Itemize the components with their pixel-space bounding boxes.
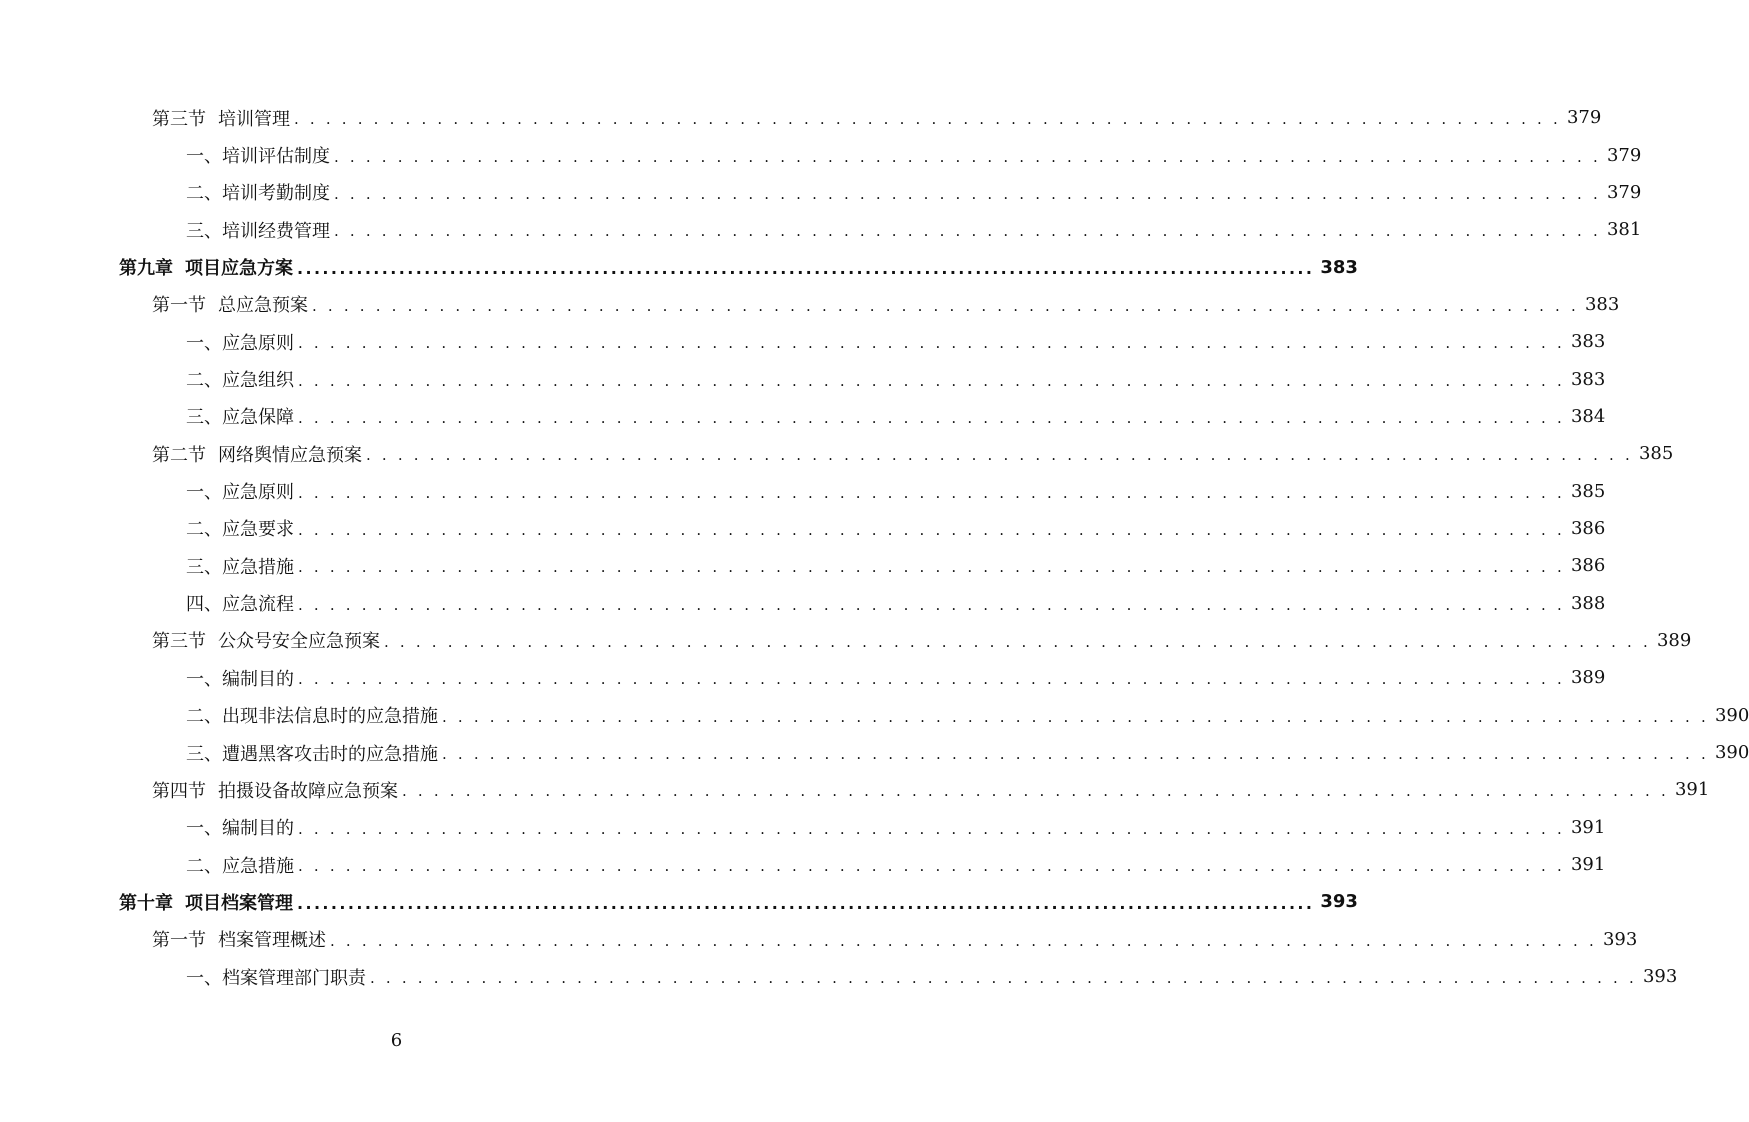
toc-entry-text: 档案管理概述 xyxy=(218,930,326,952)
toc-page-number: 379 xyxy=(1566,107,1602,129)
toc-entry-chapter[interactable] xyxy=(0,248,1358,285)
toc-page-number: 381 xyxy=(1606,219,1642,241)
toc-page-number: 391 xyxy=(1674,779,1710,801)
dot-leader: . . . . . . . . . . . . . . . . . . . . . . . . . . . . . . . . . . . . . . . . . . . . . . . . . . . . . . . . . . . . . . . . . . . . . . . . . . . . . . . . xyxy=(298,483,1565,502)
toc-page-number: 383 xyxy=(1320,256,1358,278)
toc-entry-item[interactable] xyxy=(0,323,1606,360)
toc-entry-item[interactable] xyxy=(0,174,1642,211)
dot-leader: . . . . . . . . . . . . . . . . . . . . . . . . . . . . . . . . . . . . . . . . . . . . . . . . . . . . . . . . . . . . . . . . . . . . . . . . . . . . . . . . xyxy=(298,520,1565,539)
toc-entry-number: 第十章 xyxy=(119,892,173,914)
toc-entry-section[interactable] xyxy=(0,622,1692,659)
toc-entry-number: 第三节 xyxy=(152,631,206,653)
toc-entry-text: 二、应急要求 xyxy=(186,519,294,541)
toc-entry-title xyxy=(152,441,362,467)
dot-leader: . . . . . . . . . . . . . . . . . . . . . . . . . . . . . . . . . . . . . . . . . . . . . . . . . . . . . . . . . . . . . . . . . . . . . . . . . . . . . . . . xyxy=(298,819,1565,838)
dot-leader: . . . . . . . . . . . . . . . . . . . . . . . . . . . . . . . . . . . . . . . . . . . . . . . . . . . . . . . . . . . . . . . . . . . . . . . . . . . . . . . . xyxy=(442,745,1709,764)
toc-entry-title xyxy=(152,777,398,803)
toc-entry-item[interactable] xyxy=(0,360,1606,397)
toc-entry-number: 第四节 xyxy=(152,780,206,802)
toc-entry-title xyxy=(186,515,294,541)
toc-entry-title xyxy=(186,403,294,429)
toc-entry-section[interactable] xyxy=(0,99,1602,136)
toc-entry-text: 一、应急原则 xyxy=(186,482,294,504)
toc-entry-text: 培训管理 xyxy=(218,108,290,130)
dot-leader: . . . . . . . . . . . . . . . . . . . . . . . . . . . . . . . . . . . . . . . . . . . . . . . . . . . . . . . . . . . . . . . . . . . . . . . . . . . . . . . . xyxy=(402,782,1669,801)
dot-leader: . . . . . . . . . . . . . . . . . . . . . . . . . . . . . . . . . . . . . . . . . . . . . . . . . . . . . . . . . . . . . . . . . . . . . . . . . . . . . . . . xyxy=(312,296,1579,315)
toc-page-number: 379 xyxy=(1606,144,1642,166)
toc-entry-text: 三、应急保障 xyxy=(186,407,294,429)
toc-entry-text: 一、编制目的 xyxy=(186,668,294,690)
toc-page-number: 383 xyxy=(1570,368,1606,390)
toc-entry-title xyxy=(186,740,438,766)
dot-leader: . . . . . . . . . . . . . . . . . . . . . . . . . . . . . . . . . . . . . . . . . . . . . . . . . . . . . . . . . . . . . . . . . . . . . . . . . . . . . . . . xyxy=(370,969,1637,988)
toc-entry-text: 三、遭遇黑客攻击时的应急措施 xyxy=(186,743,438,765)
toc-entry-title xyxy=(186,329,294,355)
toc-entry-number: 第九章 xyxy=(119,258,173,280)
toc-entry-item[interactable] xyxy=(0,211,1642,248)
dot-leader: . . . . . . . . . . . . . . . . . . . . . . . . . . . . . . . . . . . . . . . . . . . . . . . . . . . . . . . . . . . . . . . . . . . . . . . . . . . . . . . . xyxy=(298,558,1565,577)
toc-page-number: 393 xyxy=(1320,891,1358,913)
dot-leader: . . . . . . . . . . . . . . . . . . . . . . . . . . . . . . . . . . . . . . . . . . . . . . . . . . . . . . . . . . . . . . . . . . . . . . . . . . . . . . . . xyxy=(298,408,1565,427)
toc-entry-title xyxy=(119,889,293,915)
toc-entry-title xyxy=(186,553,294,579)
toc-page-number: 385 xyxy=(1638,443,1674,465)
toc-entry-title xyxy=(186,702,438,728)
page-number: 6 xyxy=(390,1030,403,1051)
dot-leader: . . . . . . . . . . . . . . . . . . . . . . . . . . . . . . . . . . . . . . . . . . . . . . . . . . . . . . . . . . . . . . . . . . . . . . . . . . . . . . . . xyxy=(384,632,1651,651)
toc-entry-title xyxy=(186,179,330,205)
toc-page-number: 383 xyxy=(1570,331,1606,353)
toc-page-number: 383 xyxy=(1584,293,1620,315)
toc-entry-text: 三、培训经费管理 xyxy=(186,220,330,242)
dot-leader: . . . . . . . . . . . . . . . . . . . . . . . . . . . . . . . . . . . . . . . . . . . . . . . . . . . . . . . . . . . . . . . . . . . . . . . . . . . . . . . . xyxy=(298,595,1565,614)
toc-entry-item[interactable] xyxy=(0,697,1749,734)
toc-entry-item[interactable] xyxy=(0,734,1749,771)
toc-page-number: 385 xyxy=(1570,480,1606,502)
dot-leader: . . . . . . . . . . . . . . . . . . . . . . . . . . . . . . . . . . . . . . . . . . . . . . . . . . . . . . . . . . . . . . . . . . . . . . . . . . . . . . . . xyxy=(366,446,1633,465)
toc-entry-chapter[interactable] xyxy=(0,883,1358,920)
toc-entry-item[interactable] xyxy=(0,136,1642,173)
toc-entry-item[interactable] xyxy=(0,659,1606,696)
toc-entry-item[interactable] xyxy=(0,584,1606,621)
toc-entry-text: 公众号安全应急预案 xyxy=(218,631,380,653)
toc-entry-text: 一、档案管理部门职责 xyxy=(186,967,366,989)
toc-entry-title xyxy=(186,366,294,392)
toc-entry-title xyxy=(152,627,380,653)
toc-page-number: 389 xyxy=(1656,629,1692,651)
toc-entry-item[interactable] xyxy=(0,958,1678,995)
toc-entry-section[interactable] xyxy=(0,435,1674,472)
toc-entry-section[interactable] xyxy=(0,286,1620,323)
toc-entry-number: 第三节 xyxy=(152,108,206,130)
toc-entry-title xyxy=(152,291,308,317)
toc-entry-text: 一、编制目的 xyxy=(186,818,294,840)
dot-leader: . . . . . . . . . . . . . . . . . . . . . . . . . . . . . . . . . . . . . . . . . . . . . . . . . . . . . . . . . . . . . . . . . . . . . . . . . . . . . . . . xyxy=(298,857,1565,876)
toc-entry-text: 项目应急方案 xyxy=(185,258,293,280)
table-of-contents xyxy=(0,99,1749,995)
toc-entry-title xyxy=(186,217,330,243)
toc-entry-title xyxy=(119,254,293,280)
toc-entry-item[interactable] xyxy=(0,510,1606,547)
toc-entry-title xyxy=(186,814,294,840)
dot-leader: ........................................................................................................................ xyxy=(297,259,1315,279)
toc-page-number: 391 xyxy=(1570,854,1606,876)
toc-entry-text: 一、培训评估制度 xyxy=(186,146,330,168)
toc-entry-title xyxy=(152,105,290,131)
toc-entry-title xyxy=(186,852,294,878)
toc-entry-title xyxy=(186,590,294,616)
toc-page-number: 389 xyxy=(1570,667,1606,689)
toc-page-number: 379 xyxy=(1606,181,1642,203)
toc-entry-text: 四、应急流程 xyxy=(186,594,294,616)
toc-entry-number: 第一节 xyxy=(152,930,206,952)
toc-entry-title xyxy=(186,964,366,990)
dot-leader: . . . . . . . . . . . . . . . . . . . . . . . . . . . . . . . . . . . . . . . . . . . . . . . . . . . . . . . . . . . . . . . . . . . . . . . . . . . . . . . . xyxy=(334,222,1601,241)
toc-page-number: 386 xyxy=(1570,517,1606,539)
toc-entry-text: 二、出现非法信息时的应急措施 xyxy=(186,706,438,728)
toc-entry-number: 第一节 xyxy=(152,295,206,317)
toc-entry-section[interactable] xyxy=(0,771,1710,808)
dot-leader: ........................................................................................................................ xyxy=(297,893,1315,913)
toc-entry-text: 拍摄设备故障应急预案 xyxy=(218,780,398,802)
toc-entry-text: 二、培训考勤制度 xyxy=(186,183,330,205)
toc-page-number: 388 xyxy=(1570,592,1606,614)
dot-leader: . . . . . . . . . . . . . . . . . . . . . . . . . . . . . . . . . . . . . . . . . . . . . . . . . . . . . . . . . . . . . . . . . . . . . . . . . . . . . . . . xyxy=(294,110,1561,129)
toc-entry-text: 网络舆情应急预案 xyxy=(218,444,362,466)
toc-entry-text: 二、应急组织 xyxy=(186,370,294,392)
toc-entry-text: 二、应急措施 xyxy=(186,855,294,877)
dot-leader: . . . . . . . . . . . . . . . . . . . . . . . . . . . . . . . . . . . . . . . . . . . . . . . . . . . . . . . . . . . . . . . . . . . . . . . . . . . . . . . . xyxy=(334,147,1601,166)
toc-page-number: 391 xyxy=(1570,816,1606,838)
toc-page-number: 384 xyxy=(1570,405,1606,427)
toc-page-number: 390 xyxy=(1714,742,1749,764)
toc-entry-item[interactable] xyxy=(0,398,1606,435)
toc-entry-title xyxy=(152,926,326,952)
toc-entry-text: 三、应急措施 xyxy=(186,556,294,578)
dot-leader: . . . . . . . . . . . . . . . . . . . . . . . . . . . . . . . . . . . . . . . . . . . . . . . . . . . . . . . . . . . . . . . . . . . . . . . . . . . . . . . . xyxy=(330,931,1597,950)
toc-entry-text: 项目档案管理 xyxy=(185,892,293,914)
dot-leader: . . . . . . . . . . . . . . . . . . . . . . . . . . . . . . . . . . . . . . . . . . . . . . . . . . . . . . . . . . . . . . . . . . . . . . . . . . . . . . . . xyxy=(298,371,1565,390)
toc-entry-item[interactable] xyxy=(0,472,1606,509)
toc-entry-item[interactable] xyxy=(0,809,1606,846)
dot-leader: . . . . . . . . . . . . . . . . . . . . . . . . . . . . . . . . . . . . . . . . . . . . . . . . . . . . . . . . . . . . . . . . . . . . . . . . . . . . . . . . xyxy=(442,707,1709,726)
toc-page-number: 386 xyxy=(1570,555,1606,577)
toc-page-number: 390 xyxy=(1714,704,1749,726)
dot-leader: . . . . . . . . . . . . . . . . . . . . . . . . . . . . . . . . . . . . . . . . . . . . . . . . . . . . . . . . . . . . . . . . . . . . . . . . . . . . . . . . xyxy=(298,334,1565,353)
toc-entry-section[interactable] xyxy=(0,921,1638,958)
toc-page-number: 393 xyxy=(1602,928,1638,950)
toc-entry-title xyxy=(186,478,294,504)
toc-entry-text: 一、应急原则 xyxy=(186,332,294,354)
toc-entry-title xyxy=(186,142,330,168)
toc-entry-number: 第二节 xyxy=(152,444,206,466)
toc-entry-item[interactable] xyxy=(0,547,1606,584)
toc-entry-title xyxy=(186,665,294,691)
toc-entry-item[interactable] xyxy=(0,846,1606,883)
toc-page-number: 393 xyxy=(1642,966,1678,988)
dot-leader: . . . . . . . . . . . . . . . . . . . . . . . . . . . . . . . . . . . . . . . . . . . . . . . . . . . . . . . . . . . . . . . . . . . . . . . . . . . . . . . . xyxy=(298,670,1565,689)
toc-entry-text: 总应急预案 xyxy=(218,295,308,317)
dot-leader: . . . . . . . . . . . . . . . . . . . . . . . . . . . . . . . . . . . . . . . . . . . . . . . . . . . . . . . . . . . . . . . . . . . . . . . . . . . . . . . . xyxy=(334,184,1601,203)
